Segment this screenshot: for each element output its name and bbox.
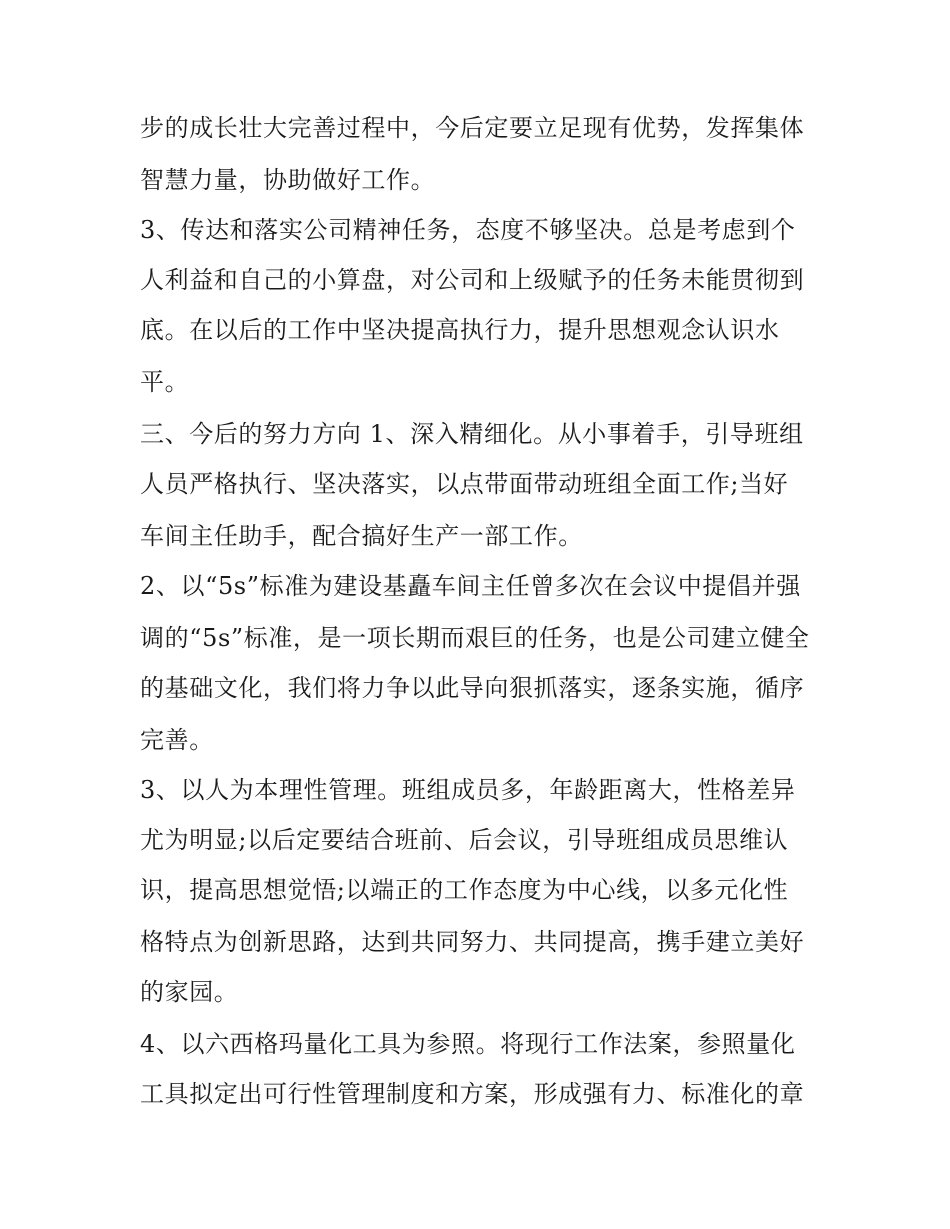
text-line: 2、以“5s”标准为建设基矗车间主任曾多次在会议中提倡并强 [140,572,801,600]
text-line: 尤为明显;以后定要结合班前、后会议，引导班组成员思维认 [140,826,789,854]
text-line: 人员严格执行、坚决落实，以点带面带动班组全面工作;当好 [140,470,789,498]
text-line: 底。在以后的工作中坚决提高执行力，提升思想观念认识水 [140,316,780,344]
text-line: 工具拟定出可行性管理制度和方案，形成强有力、标准化的章 [140,1080,805,1108]
text-line: 平。 [140,368,190,396]
text-line: 3、以人为本理性管理。班组成员多，年龄距离大，性格差异 [140,776,796,804]
text-line: 调的“5s”标准，是一项长期而艰巨的任务，也是公司建立健全 [140,624,810,652]
text-line: 格特点为创新思路，达到共同努力、共同提高，携手建立美好 [140,928,805,956]
text-line: 车间主任助手，配合搞好生产一部工作。 [140,522,583,550]
text-line: 识，提高思想觉悟;以端正的工作态度为中心线，以多元化性 [140,876,789,904]
text-line: 步的成长壮大完善过程中，今后定要立足现有优势，发挥集体 [140,114,805,142]
text-line: 完善。 [140,726,214,754]
text-line: 人利益和自己的小算盘，对公司和上级赋予的任务未能贯彻到 [140,266,805,294]
text-line: 的家园。 [140,978,239,1006]
text-line: 智慧力量，协助做好工作。 [140,166,436,194]
text-line: 三、今后的努力方向 1、深入精细化。从小事着手，引导班组 [140,420,804,448]
text-line: 4、以六西格玛量化工具为参照。将现行工作法案，参照量化 [140,1030,796,1058]
text-line: 的基础文化，我们将力争以此导向狠抓落实，逐条实施，循序 [140,674,805,702]
text-line: 3、传达和落实公司精神任务，态度不够坚决。总是考虑到个 [140,216,796,244]
